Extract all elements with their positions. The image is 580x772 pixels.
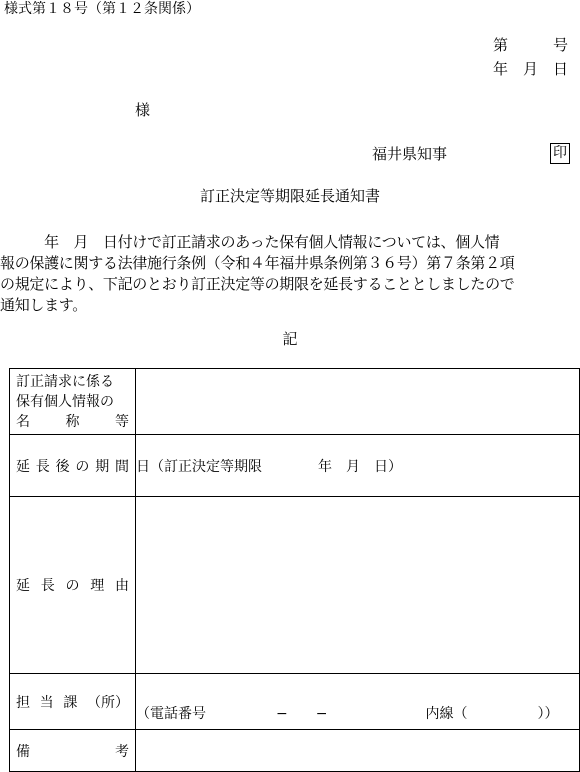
label-char: 備 [16, 743, 30, 760]
label-char: 期 [95, 458, 110, 475]
label-char: 名 [16, 413, 30, 430]
body-line: の規定により、下記のとおり訂正決定等の期限を延長することとしましたので [0, 275, 515, 293]
form-number-label: 様式第１８号（第１２条関係） [4, 1, 200, 17]
table-row [10, 435, 580, 497]
label-char: 間 [114, 458, 129, 475]
label-char: 長 [40, 578, 55, 594]
issuer-name: 福井県知事 [372, 145, 448, 163]
label-char: 長 [35, 458, 50, 475]
document-number: 第 号 [492, 36, 568, 54]
table-row [10, 369, 580, 435]
value-info-name [136, 369, 580, 435]
label-char: 延 [16, 458, 30, 475]
label-line: 保有個人情報の [16, 393, 114, 410]
body-line: 報の保護に関する法律施行条例（令和４年福井県条例第３６号）第７条第２項 [0, 254, 515, 272]
details-table [9, 368, 580, 772]
table-row [10, 674, 580, 730]
label-char: 称 [65, 413, 80, 430]
label-info-name [10, 369, 136, 435]
document-date: 年 月 日 [492, 60, 568, 78]
notice-body [0, 232, 580, 316]
label-char: （所） [86, 694, 129, 711]
value-extended-period: 日（訂正決定等期限 年 月 日） [136, 435, 580, 497]
document-title: 訂正決定等期限延長通知書 [199, 187, 380, 205]
body-line: 年 月 日付けで訂正請求のあった保有個人情報については、個人情 [0, 233, 500, 251]
seal-mark: 印 [550, 143, 570, 164]
label-extended-period [10, 435, 136, 497]
label-line [16, 412, 129, 432]
label-char: 由 [115, 578, 129, 594]
label-char: 等 [115, 413, 129, 430]
label-char: 後 [55, 458, 70, 475]
value-department-contact: （電話番号 − − 内線（ ）） [136, 674, 580, 730]
label-char: の [75, 458, 90, 475]
ki-heading: 記 [282, 330, 298, 348]
table-row [10, 730, 580, 772]
label-char: 当 [39, 694, 54, 711]
label-char: 延 [16, 578, 30, 594]
addressee-honorific: 様 [135, 101, 151, 119]
label-extension-reason [10, 497, 136, 674]
body-line: 通知します。 [0, 296, 88, 314]
value-extension-reason [136, 497, 580, 674]
label-line: 訂正請求に係る [16, 373, 114, 390]
label-char: 考 [115, 743, 129, 760]
label-department [10, 674, 136, 730]
label-char: 理 [90, 578, 105, 594]
label-char: 担 [16, 694, 30, 711]
label-remarks [10, 730, 136, 772]
table-row [10, 497, 580, 674]
value-remarks [136, 730, 580, 772]
label-char: 課 [63, 694, 78, 711]
label-char: の [65, 578, 80, 594]
